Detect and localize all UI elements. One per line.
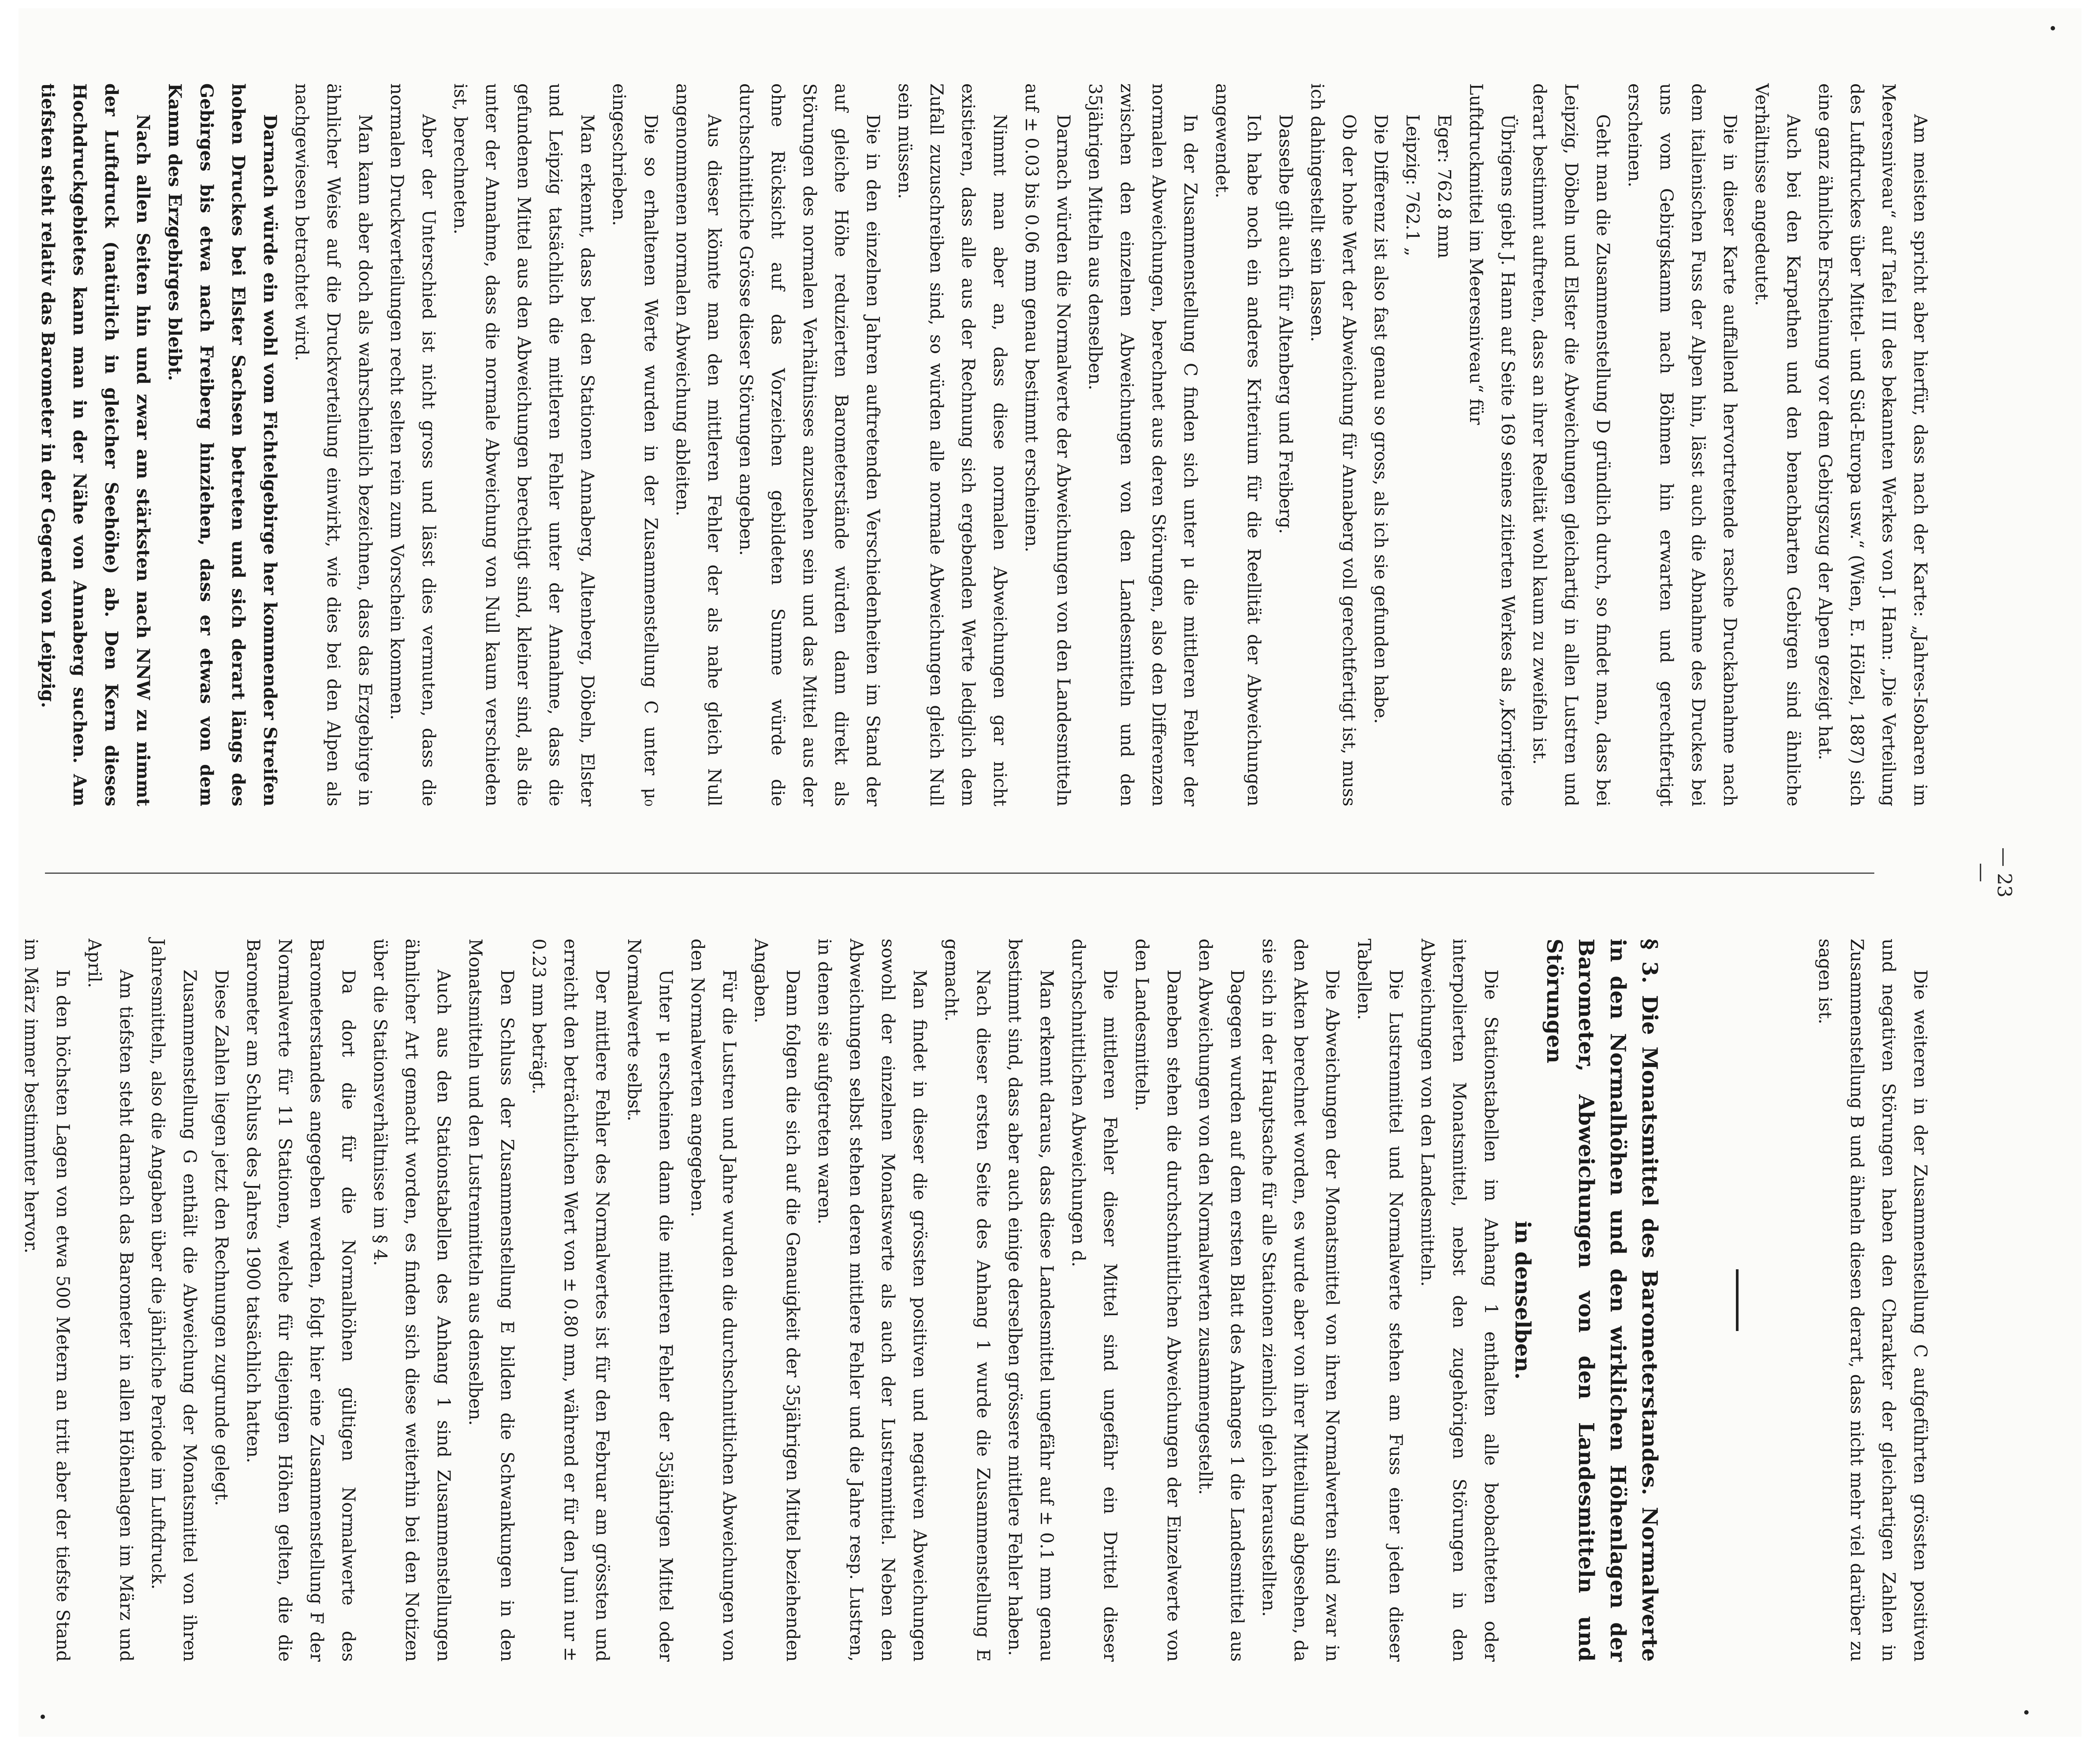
paragraph: Man kann aber doch als wahrscheinlich bezeichnen, dass das Erzgebirge in ähnlicher Weise auf die Druckverteilung einwirkt, wie dies bei den Alpen als nachgewiesen betrachtet wird. — [291, 83, 375, 806]
paragraph: Nimmt man aber an, dass diese normalen Abweichungen gar nicht existieren, dass alle aus der Rechnung sich ergebenden Werte lediglich dem Zufall zuzuschreiben sind, so würden alle normale Abweichungen gleich Null sein müssen. — [894, 83, 1010, 806]
paragraph: Zusammenstellung G enthält die Abweichung der Monatsmittel von ihren Jahresmitteln, also die Angaben über die jährliche Periode im Luftdruck. — [148, 939, 200, 1662]
paragraph: Daneben stehen die durchschnittlichen Abweichungen der Einzelwerte von den Landesmitteln. — [1132, 939, 1184, 1662]
scan-speck — [41, 1715, 45, 1719]
paragraph: Unter μ erscheinen dann die mittleren Fehler der 35jährigen Mittel oder Normalwerte selbst. — [624, 939, 676, 1662]
paragraph: Diese Zahlen liegen jetzt den Rechnungen zugrunde gelegt. — [211, 969, 231, 1506]
paragraph: Den Schluss der Zusammenstellung E bilden die Schwankungen in den Monatsmitteln und den Lustrenmitteln aus denselben. — [465, 939, 517, 1662]
paragraph: Die Lustrenmittel und Normalwerte stehen am Fuss einer jeden dieser Tabellen. — [1354, 939, 1406, 1662]
left-column — [37, 83, 1936, 806]
formula-line: Eger: 762.8 mm — [1434, 114, 1454, 258]
page-number: — 23 — — [1970, 847, 2015, 898]
paragraph: Man erkennt, dass bei den Stationen Annaberg, Altenberg, Döbeln, Elster und Leipzig tatsächlich die mittleren Fehler unter der Annahme, dass die gefundenen Mittel aus den Abweichungen berechtigt sind, kleiner sind, als die unter der Annahme, dass die normale Abweichung von Null kaum verschieden ist, berechneten. — [450, 83, 597, 806]
scan-speck — [2051, 26, 2055, 30]
paragraph: Dann folgen die sich auf die Genauigkeit der 35jährigen Mittel beziehenden Angaben. — [751, 939, 803, 1662]
paragraph: Der mittlere Fehler des Normalwertes ist für den Februar am grössten und erreicht den beträchtlichen Wert von ± 0.80 mm, während er für den Juni nur ± 0.23 mm beträgt. — [529, 939, 612, 1662]
paragraph: Auch bei den Karpathen und den benachbarten Gebirgen sind ähnliche Verhältnisse angedeutet. — [1751, 83, 1803, 806]
paragraph: Am meisten spricht aber hierfür, dass nach der Karte: „Jahres-Isobaren im Meeresniveau“ auf Tafel III des bekannten Werkes von J. Hann: „Die Verteilung des Luftdruckes über Mittel- und Süd-Europa usw.“ (Wien, E. Hölzel, 1887) sich eine ganz ähnliche Erscheinung vor dem Gebirgszug der Alpen gezeigt hat. — [1815, 83, 1930, 806]
paragraph: Geht man die Zusammenstellung D gründlich durch, so findet man, dass bei Leipzig, Döbeln und Elster die Abweichungen gleichartig in allen Lustren und derart bestimmt auftreten, dass an ihrer Reelität wohl kaum zu zweifeln ist. — [1529, 83, 1613, 806]
paragraph: Übrigens giebt J. Hann auf Seite 169 seines zitierten Werkes als „Korrigierte Luftdruckmittel im Meeresniveau“ für — [1466, 83, 1518, 806]
paragraph: Ob der hohe Wert der Abweichung für Annaberg voll gerechtfertigt ist, muss ich dahingestellt sein lassen. — [1307, 83, 1359, 806]
paragraph: Die weiteren in der Zusammenstellung C aufgeführten grössten positiven und negativen Störungen haben den Charakter der gleichartigen Zahlen in Zusammenstellung B und ähneln diesen derart, dass nicht mehr viel darüber zu sagen ist. — [1815, 939, 1930, 1662]
paragraph: Aber der Unterschied ist nicht gross und lässt dies vermuten, dass die normalen Druckverteilungen recht selten rein zum Vorschein kommen. — [387, 83, 439, 806]
rotated-page — [19, 8, 2081, 1737]
paragraph: Nach dieser ersten Seite des Anhang 1 wurde die Zusammenstellung E gemacht. — [941, 939, 993, 1662]
paragraph: Die in dieser Karte auffallend hervortretende rasche Druckabnahme nach dem italienischen Fuss der Alpen hin, lässt auch die Abnahme des Druckes bei uns vom Gebirgskamm nach Böhmen hin erwarten und gerechtfertigt erscheinen. — [1624, 83, 1740, 806]
section-heading-end: in denselben. — [1510, 1220, 1535, 1380]
paragraph: Ich habe noch ein anderes Kriterium für die Reellität der Abweichungen angewendet. — [1212, 83, 1264, 806]
paragraph: Auch aus den Stationstabellen des Anhang 1 sind Zusammenstellungen ähnlicher Art gemacht worden, es finden sich diese weiterhin bei den Notizen über die Stationsverhältnisse im § 4. — [370, 939, 454, 1662]
paragraph: Die Stationstabellen im Anhang 1 enthalten alle beobachteten oder interpolierten Monatsmittel, nebst den zugehörigen Störungen in den Abweichungen von den Landesmitteln. — [1417, 939, 1501, 1662]
scan-speck — [2024, 1710, 2029, 1715]
paragraph: In der Zusammenstellung C finden sich unter μ die mittleren Fehler der normalen Abweichungen, berechnet aus deren Störungen, also den Differenzen zwischen den einzelnen Abweichungen von den Landesmitteln und den 35jährigen Mitteln aus denselben. — [1085, 83, 1200, 806]
paragraph: Am tiefsten steht darnach das Barometer in allen Höhenlagen im März und April. — [84, 939, 136, 1662]
paragraph: Für die Lustren und Jahre wurden die durchschnittlichen Abweichungen von den Normalwerten angegeben. — [687, 939, 739, 1662]
paragraph: Die Differenz ist also fast genau so gross, als ich sie gefunden habe. — [1370, 114, 1391, 724]
right-column — [21, 939, 1936, 1662]
section-heading-text: § 3. Die Monatsmittel des Barometerstandes. Normalwerte in den Normalhöhen und den wirklichen Höhenlagen der Barometer, Abweichungen von den Landesmitteln und Störungen — [1542, 939, 1662, 1662]
paragraph: Die in den einzelnen Jahren auftretenden Verschiedenheiten im Stand der auf gleiche Höhe reduzierten Barometerstände würden dann direkt als Störungen des normalen Verhältnisses anzusehen sein und das Mittel aus der ohne Rücksicht auf das Vorzeichen gebildeten Summe würde die durchschnittliche Grösse dieser Störungen angeben. — [736, 83, 883, 806]
paragraph: Die so erhaltenen Werte wurden in der Zusammenstellung C unter μ₀ eingeschrieben. — [609, 83, 661, 806]
paragraph: Darnach würden die Normalwerte der Abweichungen von den Landesmitteln auf ± 0.03 bis 0.06 mm genau bestimmt erscheinen. — [1021, 83, 1073, 806]
paragraph: Die mittleren Fehler dieser Mittel sind ungefähr ein Drittel dieser durchschnittlichen Abweichungen d. — [1068, 939, 1120, 1662]
paragraph: Aus dieser könnte man den mittleren Fehler der als nahe gleich Null angenommenen normalen Abweichung ableiten. — [672, 83, 724, 806]
paragraph: Dasselbe gilt auch für Altenberg und Freiberg. — [1275, 114, 1296, 534]
paragraph: In den höchsten Lagen von etwa 500 Metern an tritt aber der tiefste Stand im März immer bestimmter hervor. — [21, 939, 73, 1662]
paragraph: Dagegen wurden auf dem ersten Blatt des Anhanges 1 die Landesmittel aus den Abweichungen von den Normalwerten zusammengestellt. — [1195, 939, 1247, 1662]
column-divider — [45, 872, 1874, 874]
paragraph: Die Abweichungen der Monatsmittel von ihren Normalwerten sind zwar in den Akten berechnet worden, es wurde aber von ihrer Mitteilung abgesehen, da sie sich in der Hauptsache für alle Stationen ziemlich gleich herausstellten. — [1259, 939, 1342, 1662]
paragraph: Man findet in dieser die grössten positiven und negativen Abweichungen sowohl der einzelnen Monatswerte als auch der Lustrenmittel. Neben den Abweichungen selbst stehen deren mittlere Fehler und die Jahre resp. Lustren, in denen sie aufgetreten waren. — [814, 939, 930, 1662]
bold-paragraph: Nach allen Seiten hin und zwar am stärksten nach NNW zu nimmt der Luftdruck (natürlich in gleicher Seehöhe) ab. Den Kern dieses Hochdruckgebietes kann man in der Nähe von Annaberg suchen. Am tiefsten steht relativ das Barometer in der Gegend von Leipzig. — [37, 83, 153, 806]
section-heading — [1507, 939, 1665, 1662]
paragraph: Da dort die für die Normalhöhen gültigen Normalwerte des Barometerstandes angegeben werden, folgt hier eine Zusammenstellung F der Normalwerte für 11 Stationen, welche für diejenigen Höhen gelten, die die Barometer am Schluss des Jahres 1900 tatsächlich hatten. — [243, 939, 358, 1662]
section-separator — [1736, 1269, 1739, 1331]
bold-paragraph: Darnach würde ein wohl vom Fichtelgebirge her kommender Streifen hohen Druckes bei Elster Sachsen betreten und sich derart längs des Gebirges bis etwa nach Freiberg hinziehen, dass er etwas von dem Kamm des Erzgebirges bleibt. — [164, 83, 280, 806]
formula-line: Leipzig: 762.1 „ — [1402, 114, 1422, 257]
paragraph: Man erkennt daraus, dass diese Landesmittel ungefähr auf ± 0.1 mm genau bestimmt sind, dass aber auch einige derselben grössere mittlere Fehler haben. — [1005, 939, 1057, 1662]
